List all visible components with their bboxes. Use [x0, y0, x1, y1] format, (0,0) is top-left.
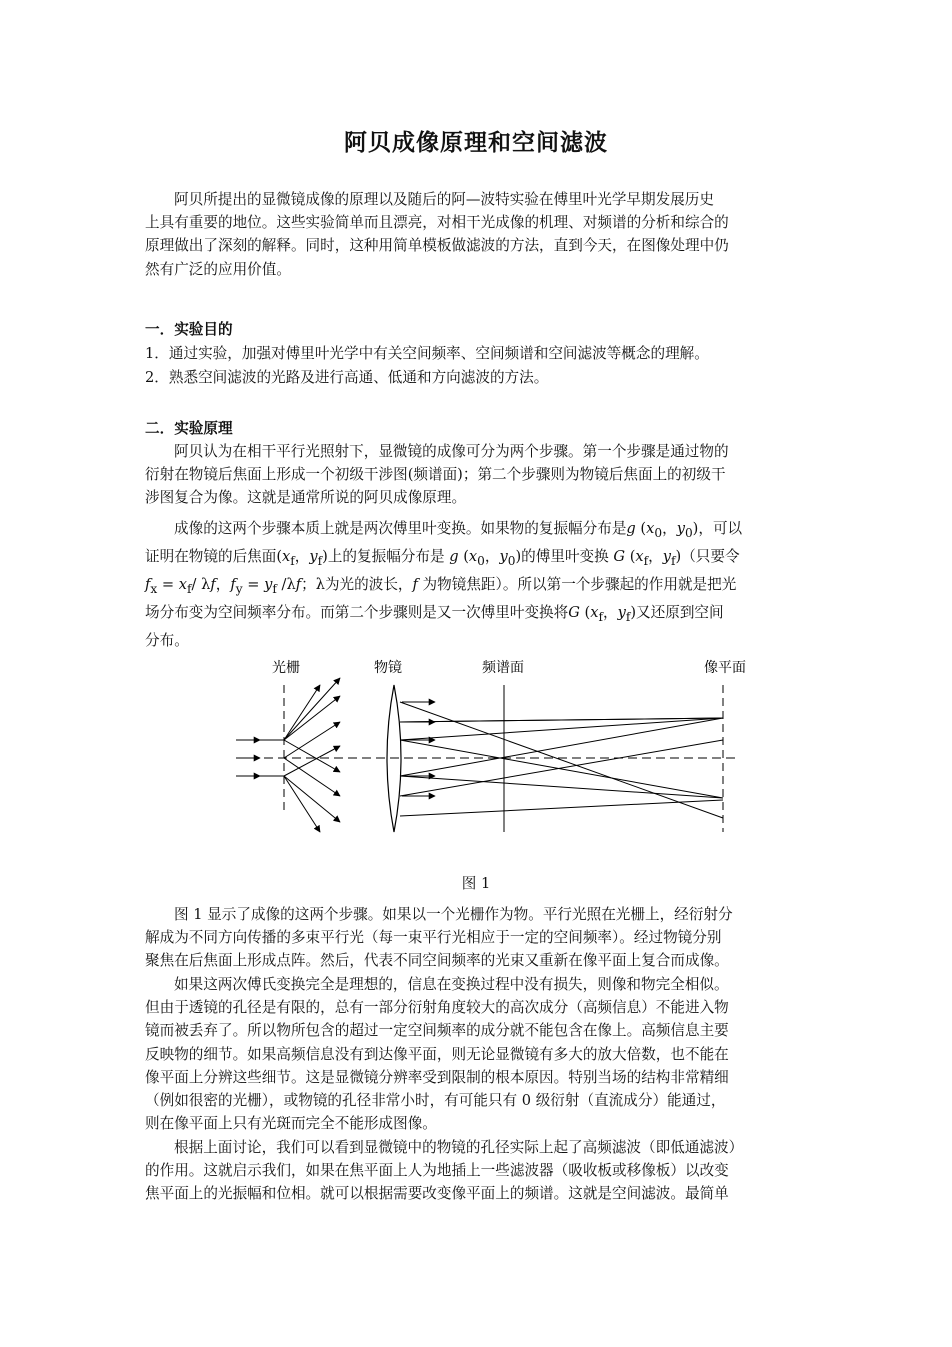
text-line: 图 1 显示了成像的这两个步骤。如果以一个光栅作为物。平行光照在光栅上，经衍射分	[174, 906, 733, 923]
label-spectrum-plane: 频谱面	[482, 660, 524, 676]
diffracted-ray	[284, 740, 340, 772]
page-title: 阿贝成像原理和空间滤波	[344, 130, 608, 156]
text-line: 涉图复合为像。这就是通常所说的阿贝成像原理。	[145, 489, 467, 507]
principle-paragraph-4	[145, 973, 810, 1135]
section-heading-principle: 二．实验原理	[145, 420, 233, 437]
text-line: 阿贝所提出的显微镜成像的原理以及随后的阿—波特实验在傅里叶光学早期发展历史	[174, 191, 714, 208]
text-line: （例如很密的光栅），或物镜的孔径非常小时，有可能只有 0 级衍射（直流成分）能通过，	[145, 1092, 726, 1110]
text-line: 的作用。这就启示我们，如果在焦平面上人为地插上一些滤波器（吸收板或移像板）以改变	[145, 1162, 729, 1180]
figure-caption: 图 1	[461, 875, 491, 892]
principle-paragraph-5	[145, 1136, 810, 1206]
diffracted-ray	[284, 678, 340, 740]
text-line: 证明在物镜的后焦面($x_f$，$y_f$)上的复振幅分布是 g ($x_0$，$y_0$)的傅里叶变换 G ($x_f$，$y_f$)（只要令	[145, 548, 740, 569]
text-line: 阿贝认为在相干平行光照射下，显微镜的成像可分为两个步骤。第一个步骤是通过物的	[174, 443, 729, 460]
label-grating: 光栅	[272, 660, 300, 676]
diffracted-ray	[284, 776, 320, 832]
text-line: 原理做出了深刻的解释。同时，这种用简单模板做滤波的方法，直到今天，在图像处理中仍	[145, 237, 729, 255]
list-item: 2．熟悉空间滤波的光路及进行高通、低通和方向滤波的方法。	[145, 369, 549, 386]
text-line: 上具有重要的地位。这些实验简单而且漂亮，对相干光成像的机理、对频谱的分析和综合的	[145, 214, 729, 232]
list-item: 1．通过实验，加强对傅里叶光学中有关空间频率、空间频谱和空间滤波等概念的理解。	[145, 345, 709, 362]
text-line: 分布。	[145, 632, 189, 650]
text-line: 如果这两次傅氏变换完全是理想的，信息在变换过程中没有损失，则像和物完全相似。	[174, 976, 729, 993]
section-heading-purpose: 一．实验目的	[145, 321, 233, 338]
label-objective-lens: 物镜	[374, 660, 402, 676]
text-line: 镜而被丢弃了。所以物所包含的超过一定空间频率的成分就不能包含在像上。高频信息主要	[145, 1022, 729, 1040]
principle-paragraph-2	[145, 517, 810, 653]
text-line: 但由于透镜的孔径是有限的，总有一部分衍射角度较大的高次成分（高频信息）不能进入物	[145, 999, 729, 1017]
text-line: 反映物的细节。如果高频信息没有到达像平面，则无论显微镜有多大的放大倍数，也不能在	[145, 1045, 729, 1063]
diffracted-ray	[284, 746, 340, 776]
text-line: $f_x = x_f/$ λf，$f_y = y_f$ /λf；λ为光的波长，f 为物镜焦距）。所以第一个步骤起的作用就是把光	[145, 576, 737, 597]
principle-paragraph-3	[145, 903, 810, 973]
text-line: 像平面上分辨这些细节。这是显微镜分辨率受到限制的根本原因。特别当场的结构非常精细	[145, 1068, 729, 1086]
principle-paragraph-1	[145, 440, 810, 510]
diffracted-ray	[284, 758, 340, 796]
label-image-plane: 像平面	[704, 660, 746, 676]
text-line: 焦平面上的光振幅和位相。就可以根据需要改变像平面上的频谱。这就是空间滤波。最简单	[145, 1185, 729, 1203]
text-line: 场分布变为空间频率分布。而第二个步骤则是又一次傅里叶变换将G ($x_f$，$y_f$)又还原到空间	[145, 604, 724, 625]
intro-paragraph	[145, 188, 810, 281]
diffracted-ray	[284, 776, 340, 822]
diffracted-ray	[284, 696, 340, 740]
text-line: 根据上面讨论，我们可以看到显微镜中的物镜的孔径实际上起了高频滤波（即低通滤波）	[174, 1139, 744, 1156]
text-line: 然有广泛的应用价值。	[145, 260, 291, 278]
text-line: 解成为不同方向传播的多束平行光（每一束平行光相应于一定的空间频率）。经过物镜分别	[145, 929, 722, 947]
text-line: 聚焦在后焦面上形成点阵。然后，代表不同空间频率的光束又重新在像平面上复合而成像。	[145, 952, 729, 970]
abbe-imaging-diagram	[220, 650, 760, 865]
diffracted-ray	[284, 685, 320, 740]
text-line: 衍射在物镜后焦面上形成一个初级干涉图(频谱面)；第二个步骤则为物镜后焦面上的初级干	[145, 466, 726, 484]
text-line: 成像的这两个步骤本质上就是两次傅里叶变换。如果物的复振幅分布是g ($x_0$，$y_0$)，可以	[174, 520, 743, 540]
text-line: 则在像平面上只有光斑而完全不能形成图像。	[145, 1115, 437, 1133]
